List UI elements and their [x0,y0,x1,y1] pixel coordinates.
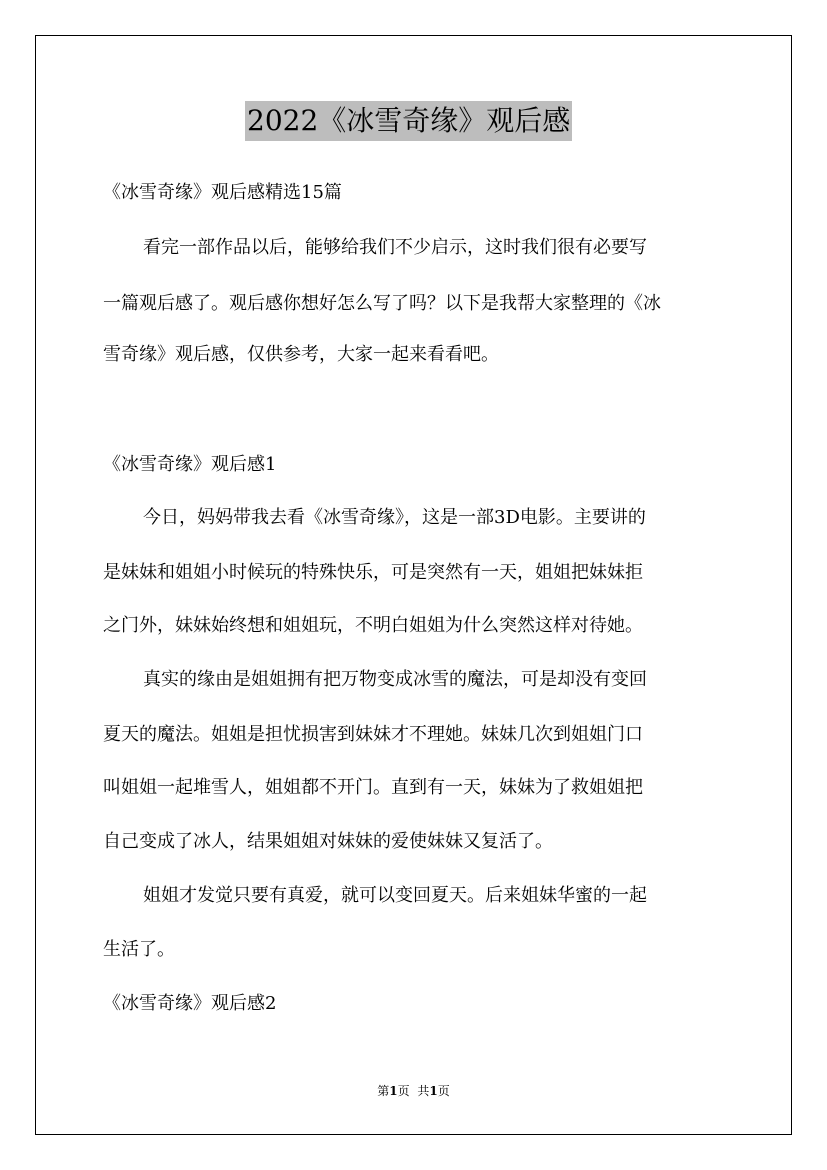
footer-page-suffix: 页 [397,1084,410,1098]
intro-line-1: 看完一部作品以后，能够给我们不少启示，这时我们很有必要写 [143,237,647,258]
footer-page-prefix: 第 [377,1084,390,1098]
footer-total-prefix: 共 [417,1084,430,1098]
section1-line-3: 之门外，妹妹始终想和姐姐玩，不明白姐姐为什么突然这样对待她。 [103,615,643,636]
section1-line-5: 夏天的魔法。姐姐是担忧损害到妹妹才不理她。妹妹几次到姐姐门口 [103,724,643,745]
section1-line-7: 自己变成了冰人，结果姐姐对妹妹的爱使妹妹又复活了。 [103,831,553,852]
section1-line-2: 是妹妹和姐姐小时候玩的特殊快乐，可是突然有一天，姐姐把妹妹拒 [103,562,643,583]
section1-heading: 《冰雪奇缘》观后感1 [103,454,277,475]
intro-line-2: 一篇观后感了。观后感你想好怎么写了吗？以下是我帮大家整理的《冰 [103,293,661,314]
document-subtitle: 《冰雪奇缘》观后感精选15篇 [103,182,342,203]
footer-page-number: 1 [389,1084,398,1098]
document-title: 2022《冰雪奇缘》观后感 [245,101,572,141]
section2-heading: 《冰雪奇缘》观后感2 [103,993,277,1014]
page-footer [0,1083,827,1099]
footer-total-suffix: 页 [437,1084,450,1098]
section1-line-1: 今日，妈妈带我去看《冰雪奇缘》，这是一部3D电影。主要讲的 [143,507,646,528]
section1-line-4: 真实的缘由是姐姐拥有把万物变成冰雪的魔法，可是却没有变回 [143,669,647,690]
section1-line-9: 生活了。 [103,939,175,960]
section1-line-8: 姐姐才发觉只要有真爱，就可以变回夏天。后来姐妹华蜜的一起 [143,885,647,906]
intro-line-3: 雪奇缘》观后感，仅供参考，大家一起来看看吧。 [103,344,499,365]
footer-total-number: 1 [429,1084,438,1098]
section1-line-6: 叫姐姐一起堆雪人，姐姐都不开门。直到有一天，妹妹为了救姐姐把 [103,777,643,798]
